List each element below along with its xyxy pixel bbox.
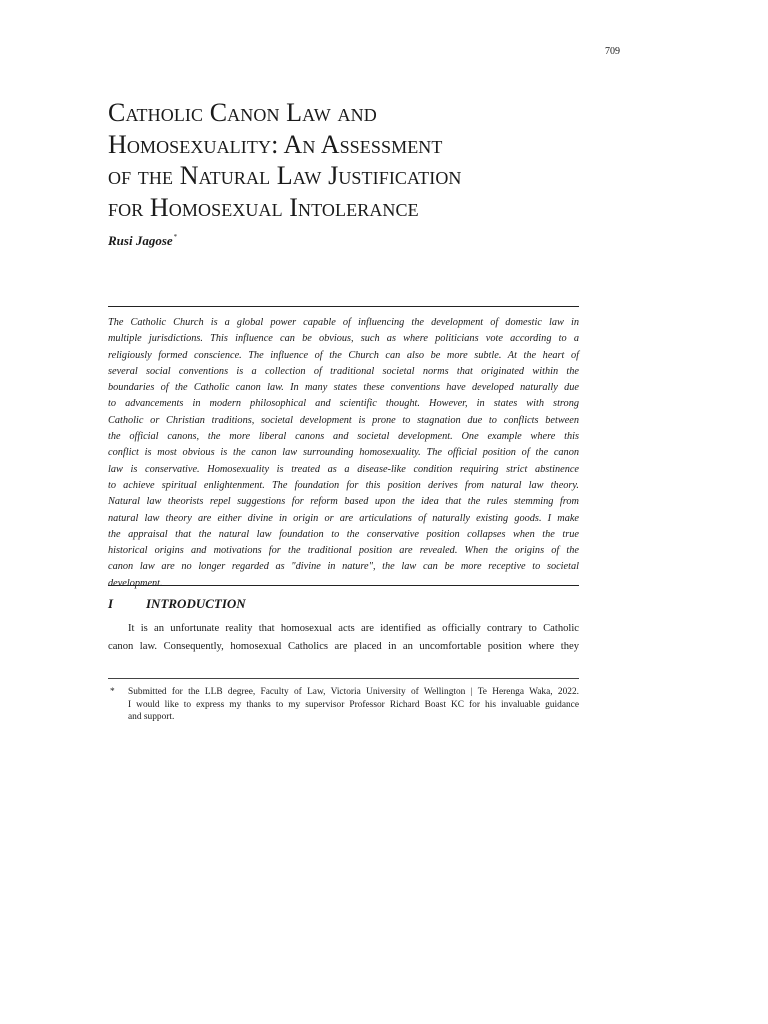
- footnote-text: [128, 686, 579, 724]
- abstract-line: Catholic or Christian traditions, societal development is prone to stagnation due to conflicts between: [108, 414, 579, 426]
- abstract-line: multiple jurisdictions. This influence can be obvious, such as where politicians vote according to a: [108, 333, 579, 345]
- abstract-line: natural law theory are either divine in origin or are articulations of naturally existing goods. I make: [108, 512, 579, 524]
- footnote-marker: *: [110, 687, 115, 697]
- abstract-line: Natural law theorists repel suggestions for reform based upon the idea that the rules stemming from: [108, 496, 579, 508]
- abstract-line: development.: [108, 577, 163, 589]
- body-paragraph: [108, 620, 579, 655]
- section-number: I: [108, 596, 114, 611]
- footnote-separator: [108, 678, 579, 679]
- abstract-line: historical origins and motivations for the traditional position are revealed. When the origins of the: [108, 545, 579, 557]
- title-line: Catholic Canon Law and: [108, 98, 377, 127]
- abstract-line: to achieve spiritual enlightenment. The foundation for this position derives from natural law theory.: [108, 479, 579, 491]
- section-title: INTRODUCTION: [146, 596, 246, 611]
- footnote: [108, 686, 579, 724]
- footnote-line: I would like to express my thanks to my supervisor Professor Richard Boast KC for his invaluable guidance: [128, 699, 579, 710]
- body-line: canon law. Consequently, homosexual Catholics are placed in an uncomfortable position where they: [108, 640, 579, 652]
- abstract: [108, 315, 579, 592]
- abstract-line: law is conservative. Homosexuality is treated as a disease-like condition requiring strict abstinence: [108, 463, 579, 475]
- section-heading: [108, 596, 246, 612]
- title-line: for Homosexual Intolerance: [108, 192, 419, 222]
- author-byline: [108, 233, 177, 249]
- title-line: Homosexuality: An Assessment: [108, 129, 443, 159]
- abstract-line: several social conventions is a collection of traditional societal norms that originated within the: [108, 365, 579, 377]
- footnote-line: and support.: [128, 712, 175, 723]
- abstract-bottom-rule: [108, 585, 579, 586]
- abstract-line: the appraisal that the natural law foundation to the conservative position collapses when the true: [108, 528, 579, 540]
- abstract-line: religiously formed conscience. The influence of the Church can also be more subtle. At the heart of: [108, 349, 579, 361]
- body-line: It is an unfortunate reality that homosexual acts are identified as officially contrary to Catholic: [128, 623, 579, 634]
- page-number: 709: [605, 46, 620, 57]
- author-name: Rusi Jagose: [108, 233, 173, 248]
- abstract-line: the official canons, the more liberal canons and societal development. One example where this: [108, 431, 579, 443]
- abstract-line: boundaries of the Catholic canon law. In many states these conventions have developed naturally due: [108, 382, 579, 394]
- abstract-line: conflict is most obvious is the canon law surrounding homosexuality. The official position of the canon: [108, 447, 579, 459]
- author-footnote-marker[interactable]: *: [173, 233, 178, 241]
- article-title: [108, 97, 608, 223]
- title-line: of the Natural Law Justification: [108, 161, 462, 190]
- footnote-line: Submitted for the LLB degree, Faculty of Law, Victoria University of Wellington | Te Herenga Waka, 2022.: [128, 687, 579, 697]
- abstract-line: The Catholic Church is a global power capable of influencing the development of domestic law in: [108, 317, 579, 328]
- abstract-line: canon law are no longer regarded as "divine in nature", the law can be more receptive to societal: [108, 561, 579, 573]
- abstract-top-rule: [108, 306, 579, 307]
- abstract-line: to advancements in modern philosophical and scientific thought. However, in states with strong: [108, 398, 579, 410]
